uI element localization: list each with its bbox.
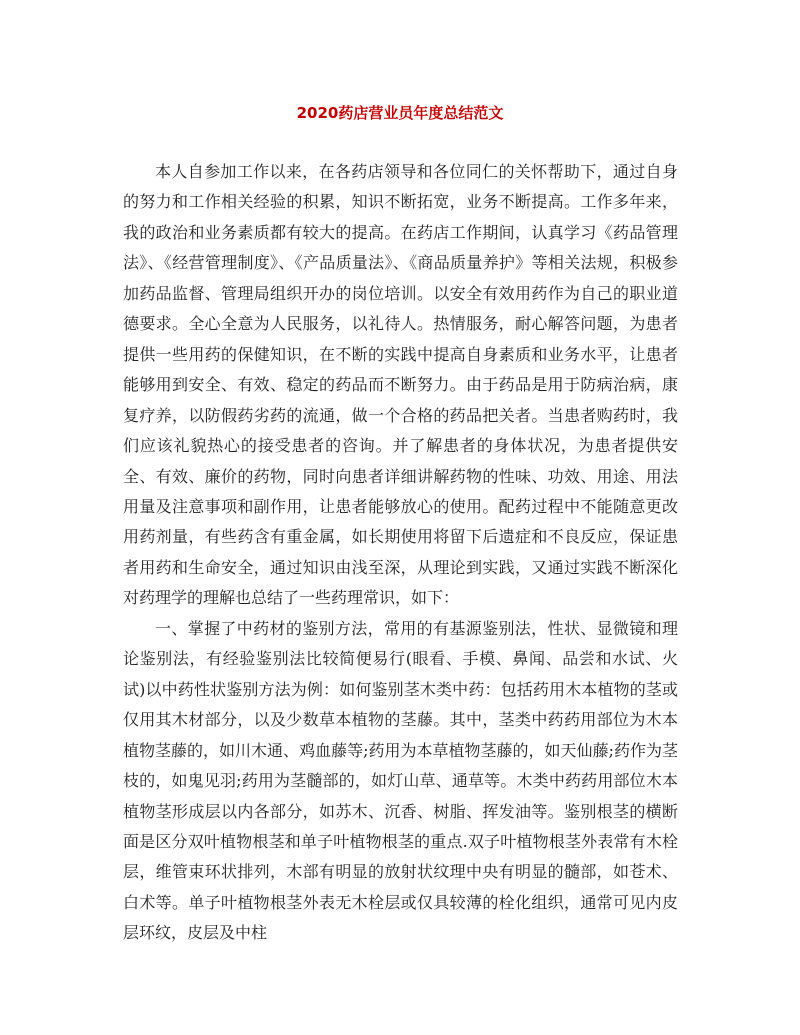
- document-body: [123, 157, 678, 949]
- paragraph-intro: 本人自参加工作以来，在各药店领导和各位同仁的关怀帮助下，通过自身的努力和工作相关经验的积累，知识不断拓宽，业务不断提高。工作多年来，我的政治和业务素质都有较大的提高。在药店工作期间，认真学习《药品管理法》、《经营管理制度》、《产品质量法》、《商品质量养护》等相关法规，积极参加药品监督、管理局组织开办的岗位培训。以安全有效用药作为自己的职业道德要求。全心全意为人民服务，以礼待人。热情服务，耐心解答问题，为患者提供一些用药的保健知识，在不断的实践中提高自身素质和业务水平，让患者能够用到安全、有效、稳定的药品而不断努力。由于药品是用于防病治病，康复疗养，以防假药劣药的流通，做一个合格的药品把关者。当患者购药时，我们应该礼貌热心的接受患者的咨询。并了解患者的身体状况，为患者提供安全、有效、廉价的药物，同时向患者详细讲解药物的性味、功效、用途、用法用量及注意事项和副作用，让患者能够放心的使用。配药过程中不能随意更改用药剂量，有些药含有重金属，如长期使用将留下后遗症和不良反应，保证患者用药和生命安全，通过知识由浅至深，从理论到实践，又通过实践不断深化对药理学的理解也总结了一些药理常识，如下：: [123, 162, 678, 608]
- document-title: 2020药店营业员年度总结范文: [296, 104, 504, 122]
- paragraph-section-one: 一、掌握了中药材的鉴别方法，常用的有基源鉴别法，性状、显微镜和理论鉴别法，有经验鉴别法比较简便易行(眼看、手模、鼻闻、品尝和水试、火试)以中药性状鉴别方法为例：如何鉴别茎木类中药：包括药用木本植物的茎或仅用其木材部分，以及少数草本植物的茎藤。其中，茎类中药药用部位为木本植物茎藤的，如川木通、鸡血藤等;药用为本草植物茎藤的，如天仙藤;药作为茎枝的，如鬼见羽;药用为茎髓部的，如灯山草、通草等。木类中药药用部位木本植物茎形成层以内各部分，如苏木、沉香、树脂、挥发油等。鉴别根茎的横断面是区分双叶植物根茎和单子叶植物根茎的重点.双子叶植物根茎外表常有木栓层，维管束环状排列，木部有明显的放射状纹理中央有明显的髓部，如苍术、白术等。单子叶植物根茎外表无木栓层或仅具较薄的栓化组织，通常可见内皮层环纹，皮层及中柱: [123, 618, 678, 943]
